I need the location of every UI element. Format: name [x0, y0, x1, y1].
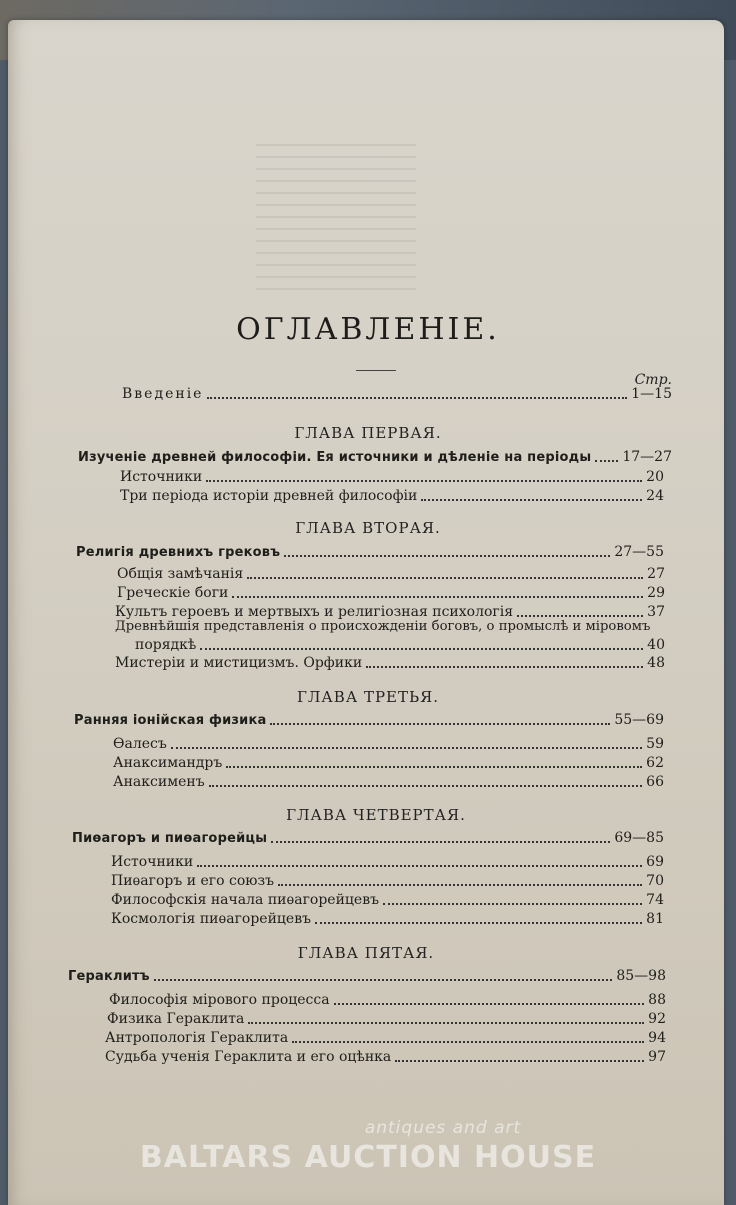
leader-dots [226, 765, 642, 768]
toc-chapter-entry [76, 544, 664, 560]
leader-dots [247, 576, 643, 579]
leader-dots [366, 665, 643, 668]
toc-entry [109, 992, 666, 1008]
toc-entry [117, 566, 665, 582]
toc-entry [111, 854, 664, 870]
chapter-heading: ГЛАВА ПЯТАЯ. [297, 944, 435, 962]
leader-dots [209, 784, 643, 787]
toc-entry [105, 1030, 666, 1046]
toc-entry [113, 736, 664, 752]
toc-entry-page: 17—27 [622, 449, 672, 465]
toc-entry-label: Космологія пиѳагорейцевъ [111, 911, 311, 927]
leader-dots [271, 840, 610, 843]
toc-entry [111, 873, 664, 889]
toc-entry-label: Религія древнихъ грековъ [76, 545, 281, 560]
leader-dots [248, 1021, 644, 1024]
toc-entry-label: Анаксименъ [113, 774, 205, 790]
toc-entry-page: 55—69 [614, 712, 664, 728]
toc-entry-page: 62 [646, 755, 664, 771]
toc-entry-label: Культъ героевъ и мертвыхъ и религіозная психологія [115, 604, 514, 620]
toc-entry-page: 29 [647, 585, 665, 601]
toc-entry-label: Источники [111, 854, 194, 870]
toc-entry-page: 40 [647, 637, 665, 653]
toc-entry-page: 20 [646, 469, 664, 485]
toc-entry-label-line2: порядкѣ [135, 637, 197, 653]
toc-entry [135, 637, 665, 653]
toc-entry-label: Введеніе [122, 386, 204, 402]
toc-entry [117, 585, 665, 601]
leader-dots [278, 883, 642, 886]
toc-entry-label: Греческіе боги [117, 585, 229, 601]
toc-entry [111, 892, 664, 908]
toc-entry-page: 81 [646, 911, 664, 927]
toc-entry-page: 85—98 [616, 968, 666, 984]
toc-entry-label: Пиѳагоръ и его союзъ [111, 873, 274, 889]
leader-dots [232, 595, 643, 598]
toc-entry-page: 92 [648, 1011, 666, 1027]
toc-entry-label: Анаксимандръ [113, 755, 223, 771]
toc-entry-label: Общія замѣчанія [117, 566, 244, 582]
leader-dots [517, 614, 643, 617]
toc-entry [120, 469, 664, 485]
chapter-heading: ГЛАВА ВТОРАЯ. [295, 519, 441, 537]
leader-dots [595, 459, 618, 462]
toc-entry-label: Источники [120, 469, 203, 485]
toc-entry-page: 74 [646, 892, 664, 908]
toc-entry-page: 94 [648, 1030, 666, 1046]
toc-entry-label: Пиѳагоръ и пиѳагорейцы [72, 831, 268, 846]
chapter-heading: ГЛАВА ПЕРВАЯ. [294, 424, 442, 442]
chapter-heading: ГЛАВА ТРЕТЬЯ. [296, 688, 439, 706]
toc-chapter-entry [72, 830, 664, 846]
toc-entry-page: 97 [648, 1049, 666, 1065]
toc-entry-page: 1—15 [631, 386, 672, 402]
toc-entry-page: 66 [646, 774, 664, 790]
toc-entry-label: Мистеріи и мистицизмъ. Орфики [115, 655, 363, 671]
toc-entry [113, 755, 664, 771]
toc-entry-label: Философія мірового процесса [109, 992, 330, 1008]
toc-entry [105, 1049, 666, 1065]
toc-entry-label: Ѳалесъ [113, 736, 167, 752]
watermark-brand: BALTARS AUCTION HOUSE [139, 1140, 597, 1175]
leader-dots [395, 1059, 644, 1062]
toc-entry [113, 774, 664, 790]
chapter-heading: ГЛАВА ЧЕТВЕРТАЯ. [286, 806, 466, 824]
title-rule [356, 370, 396, 371]
toc-entry-page: 69 [646, 854, 664, 870]
toc-entry-label: Три періода исторіи древней философіи [120, 488, 418, 504]
toc-entry-label: Философскія начала пиѳагорейцевъ [111, 892, 379, 908]
toc-entry-page: 88 [648, 992, 666, 1008]
toc-entry-label: Судьба ученія Гераклита и его оцѣнка [105, 1049, 392, 1065]
leader-dots [197, 864, 642, 867]
toc-entry-label: Ранняя іонійская физика [74, 713, 267, 728]
toc-entry [120, 488, 664, 504]
toc-entry [111, 911, 664, 927]
leader-dots [207, 396, 627, 399]
toc-entry-label: Изученіе древней философіи. Ея источники и дѣленіе на періоды [78, 450, 592, 465]
toc-entry-page: 59 [646, 736, 664, 752]
page-column-header: Стр. [634, 372, 672, 388]
leader-dots [284, 554, 610, 557]
toc-entry-page: 24 [646, 488, 664, 504]
auction-watermark [0, 1118, 736, 1175]
toc-entry [107, 1011, 666, 1027]
toc-entry-page: 27—55 [614, 544, 664, 560]
toc-chapter-entry [78, 449, 672, 465]
leader-dots [270, 722, 610, 725]
toc-entry-label: Гераклитъ [68, 969, 150, 984]
leader-dots [292, 1040, 644, 1043]
leader-dots [200, 647, 643, 650]
watermark-tagline: antiques and art [364, 1118, 522, 1138]
toc-entry-label: Антропологія Гераклита [105, 1030, 289, 1046]
toc-entry-page: 27 [647, 566, 665, 582]
toc-entry [115, 604, 665, 620]
leader-dots [334, 1002, 645, 1005]
toc-entry [115, 655, 665, 671]
toc-entry-label-line1: Древнѣйшія представленія о происхожденіи боговъ, о промыслѣ и міровомъ [115, 619, 651, 634]
leader-dots [383, 902, 642, 905]
leader-dots [315, 921, 642, 924]
toc-entry-page: 48 [647, 655, 665, 671]
leader-dots [421, 498, 642, 501]
toc-chapter-entry [68, 968, 666, 984]
toc-entry-intro [122, 386, 672, 402]
page-title: ОГЛАВЛЕНІЕ. [236, 312, 500, 347]
show-through-text [256, 140, 416, 290]
toc-chapter-entry [74, 712, 664, 728]
toc-entry-page: 70 [646, 873, 664, 889]
toc-entry-label: Физика Гераклита [107, 1011, 245, 1027]
toc-entry-page: 37 [647, 604, 665, 620]
leader-dots [154, 978, 613, 981]
toc-entry-page: 69—85 [614, 830, 664, 846]
leader-dots [206, 479, 642, 482]
leader-dots [171, 746, 642, 749]
